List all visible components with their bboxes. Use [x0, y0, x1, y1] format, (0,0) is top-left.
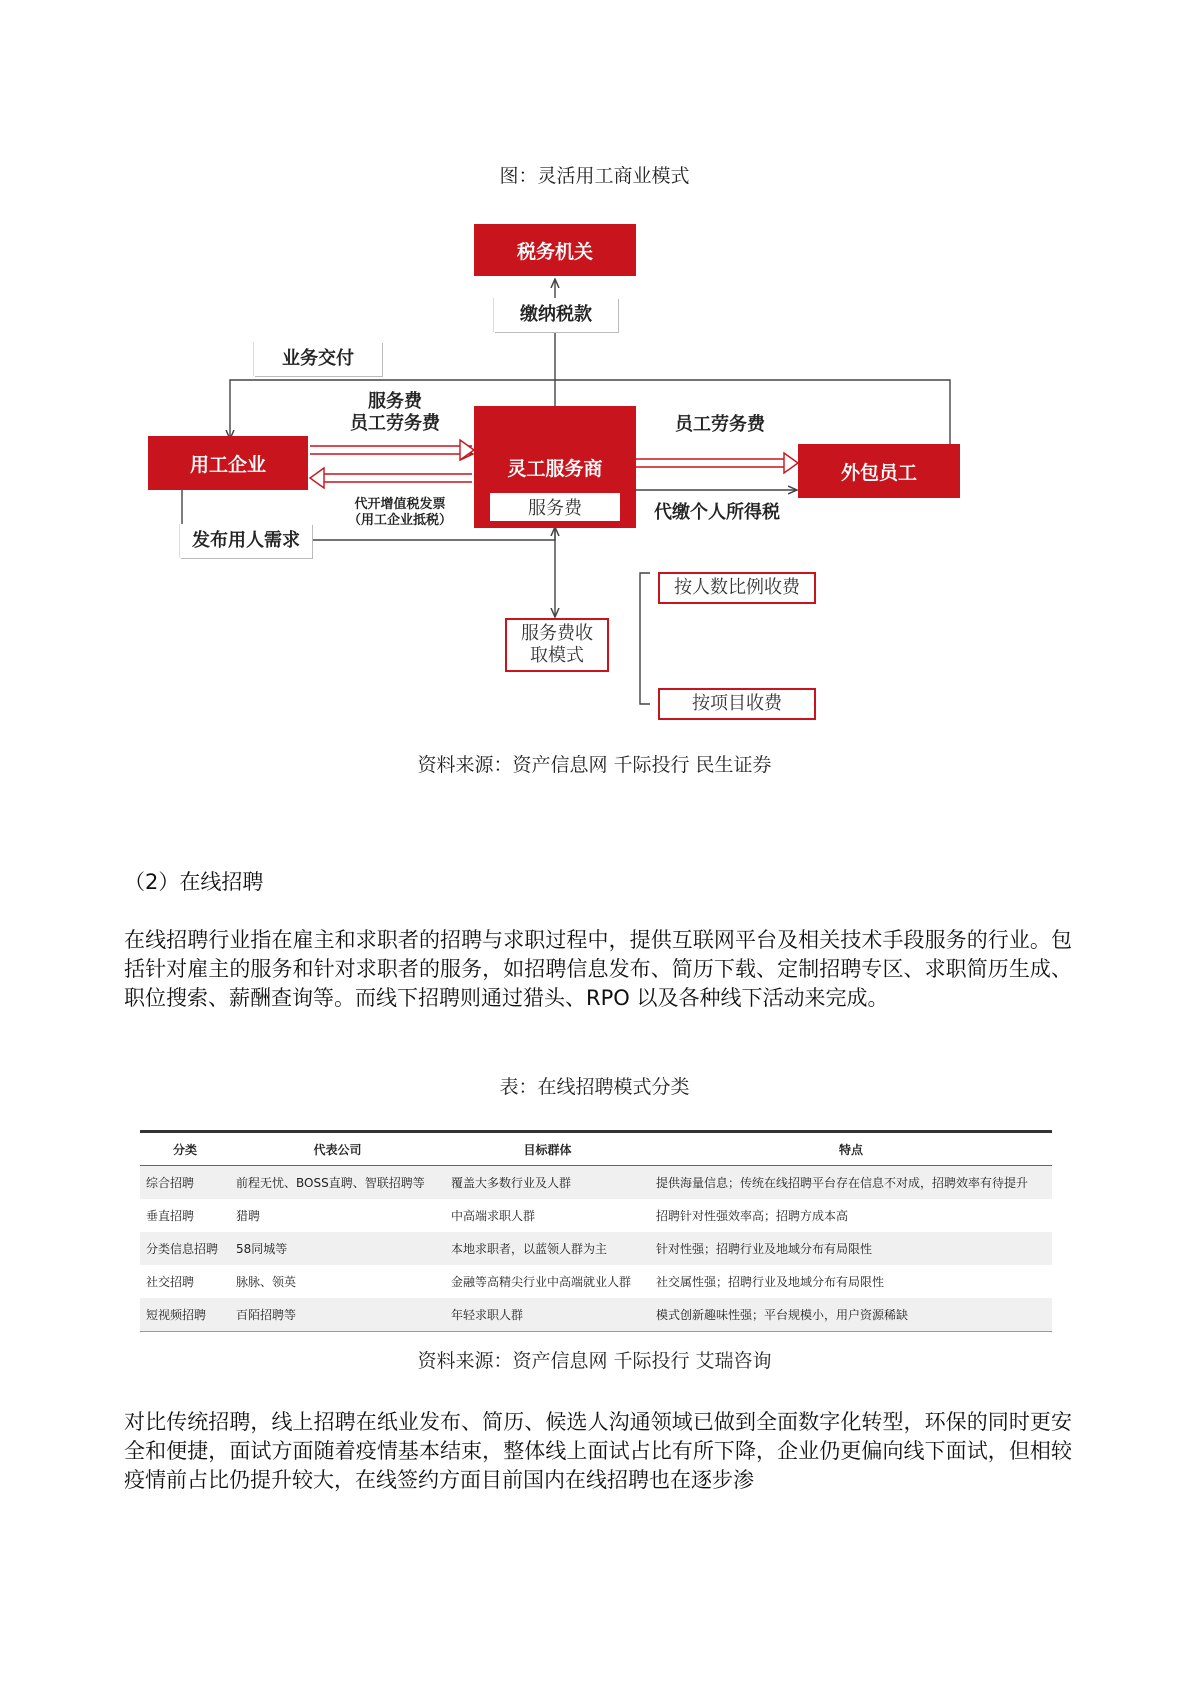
- business-model-diagram: [150, 228, 1050, 788]
- table-row: [140, 1232, 1052, 1265]
- section-title: （2）在线招聘: [124, 870, 264, 894]
- table-cell: 社交属性强；招聘行业及地域分布有局限性: [656, 1275, 885, 1289]
- business-delivery-label: 业务交付: [254, 342, 382, 376]
- table-header-row: [140, 1132, 1052, 1166]
- table-cell: 本地求职者，以蓝领人群为主: [451, 1242, 608, 1256]
- by-headcount-box: 按人数比例收费: [658, 572, 816, 604]
- worker-fee-label: 员工劳务费: [650, 408, 790, 442]
- table-cell: 社交招聘: [146, 1275, 195, 1289]
- table-cell: 综合招聘: [146, 1176, 195, 1190]
- table-cell: 百陌招聘等: [236, 1308, 297, 1322]
- invoice-label: [330, 493, 470, 533]
- fee-mode-line2: 取模式: [530, 645, 584, 666]
- table-cell: 前程无忧、BOSS直聘、智联招聘等: [236, 1176, 425, 1190]
- table-cell: 垂直招聘: [146, 1209, 195, 1223]
- table-cell: 58同城等: [236, 1242, 288, 1256]
- by-project-box: 按项目收费: [658, 688, 816, 720]
- table-header-category: 分类: [172, 1142, 197, 1157]
- table-row: [140, 1166, 1052, 1200]
- table-cell: 模式创新趣味性强；平台规模小，用户资源稀缺: [656, 1308, 909, 1322]
- table-cell: 金融等高精尖行业中高端就业人群: [451, 1275, 632, 1289]
- table-cell: 年轻求职人群: [451, 1308, 524, 1322]
- fee-mode-line1: 服务费收: [521, 622, 593, 644]
- table-cell: 猎聘: [236, 1209, 261, 1223]
- table-header-companies: 代表公司: [313, 1142, 362, 1157]
- table-row: [140, 1265, 1052, 1298]
- table-caption: 表：在线招聘模式分类: [499, 1076, 690, 1098]
- tax-authority-box: 税务机关: [474, 224, 636, 276]
- post-demand-label: 发布用人需求: [180, 524, 312, 558]
- table-cell: 脉脉、领英: [236, 1275, 297, 1289]
- paragraph-online-recruitment: 在线招聘行业指在雇主和求职者的招聘与求职过程中，提供互联网平台及相关技术手段服务的行业。包括针对雇主的服务和针对求职者的服务，如招聘信息发布、简历下载、定制招聘专区、求职简历生成、职位搜索、薪酬查询等。而线下招聘则通过猎头、RPO 以及各种线下活动来完成。: [124, 928, 1072, 1010]
- fee-mode-box: [505, 618, 609, 672]
- table-row: [140, 1199, 1052, 1232]
- fees-label-line1: 服务费: [368, 390, 422, 412]
- withhold-tax-label: 代缴个人所得税: [642, 496, 792, 530]
- fees-label: [330, 390, 460, 436]
- invoice-label-line2: （用工企业抵税）: [347, 513, 452, 528]
- worker-box: 外包员工: [798, 444, 960, 498]
- table-cell: 短视频招聘: [146, 1308, 207, 1322]
- table-cell: 覆盖大多数行业及人群: [451, 1176, 572, 1190]
- fees-label-line2: 员工劳务费: [350, 413, 440, 434]
- table-cell: 招聘针对性强效率高；招聘方成本高: [656, 1209, 849, 1223]
- table-cell: 分类信息招聘: [146, 1242, 219, 1256]
- table-row: [140, 1298, 1052, 1332]
- service-fee-inner: 服务费: [490, 493, 620, 521]
- employer-box: 用工企业: [148, 436, 308, 490]
- figure-source: 资料来源：资产信息网 千际投行 民生证券: [417, 754, 772, 776]
- figure-caption: 图：灵活用工商业模式: [499, 165, 690, 187]
- pay-tax-label: 缴纳税款: [494, 298, 618, 332]
- invoice-label-line1: 代开增值税发票: [354, 496, 446, 512]
- bracket-fee-types: [640, 573, 650, 704]
- table-header-target: 目标群体: [523, 1142, 572, 1157]
- provider-label: 灵工服务商: [507, 458, 603, 480]
- table-source: 资料来源：资产信息网 千际投行 艾瑞咨询: [417, 1350, 772, 1372]
- table-cell: 提供海量信息；传统在线招聘平台存在信息不对成，招聘效率有待提升: [656, 1176, 1029, 1190]
- paragraph-online-vs-traditional: 对比传统招聘，线上招聘在纸业发布、简历、候选人沟通领域已做到全面数字化转型，环保的同时更安全和便捷，面试方面随着疫情基本结束，整体线上面试占比有所下降，企业仍更偏向线下面试，但相较疫情前占比仍提升较大，在线签约方面目前国内在线招聘也在逐步渗: [124, 1410, 1072, 1492]
- recruitment-mode-table: [140, 1130, 1052, 1332]
- table-cell: 中高端求职人群: [451, 1209, 536, 1223]
- table-cell: 针对性强；招聘行业及地域分布有局限性: [656, 1242, 873, 1256]
- table-header-features: 特点: [838, 1142, 863, 1157]
